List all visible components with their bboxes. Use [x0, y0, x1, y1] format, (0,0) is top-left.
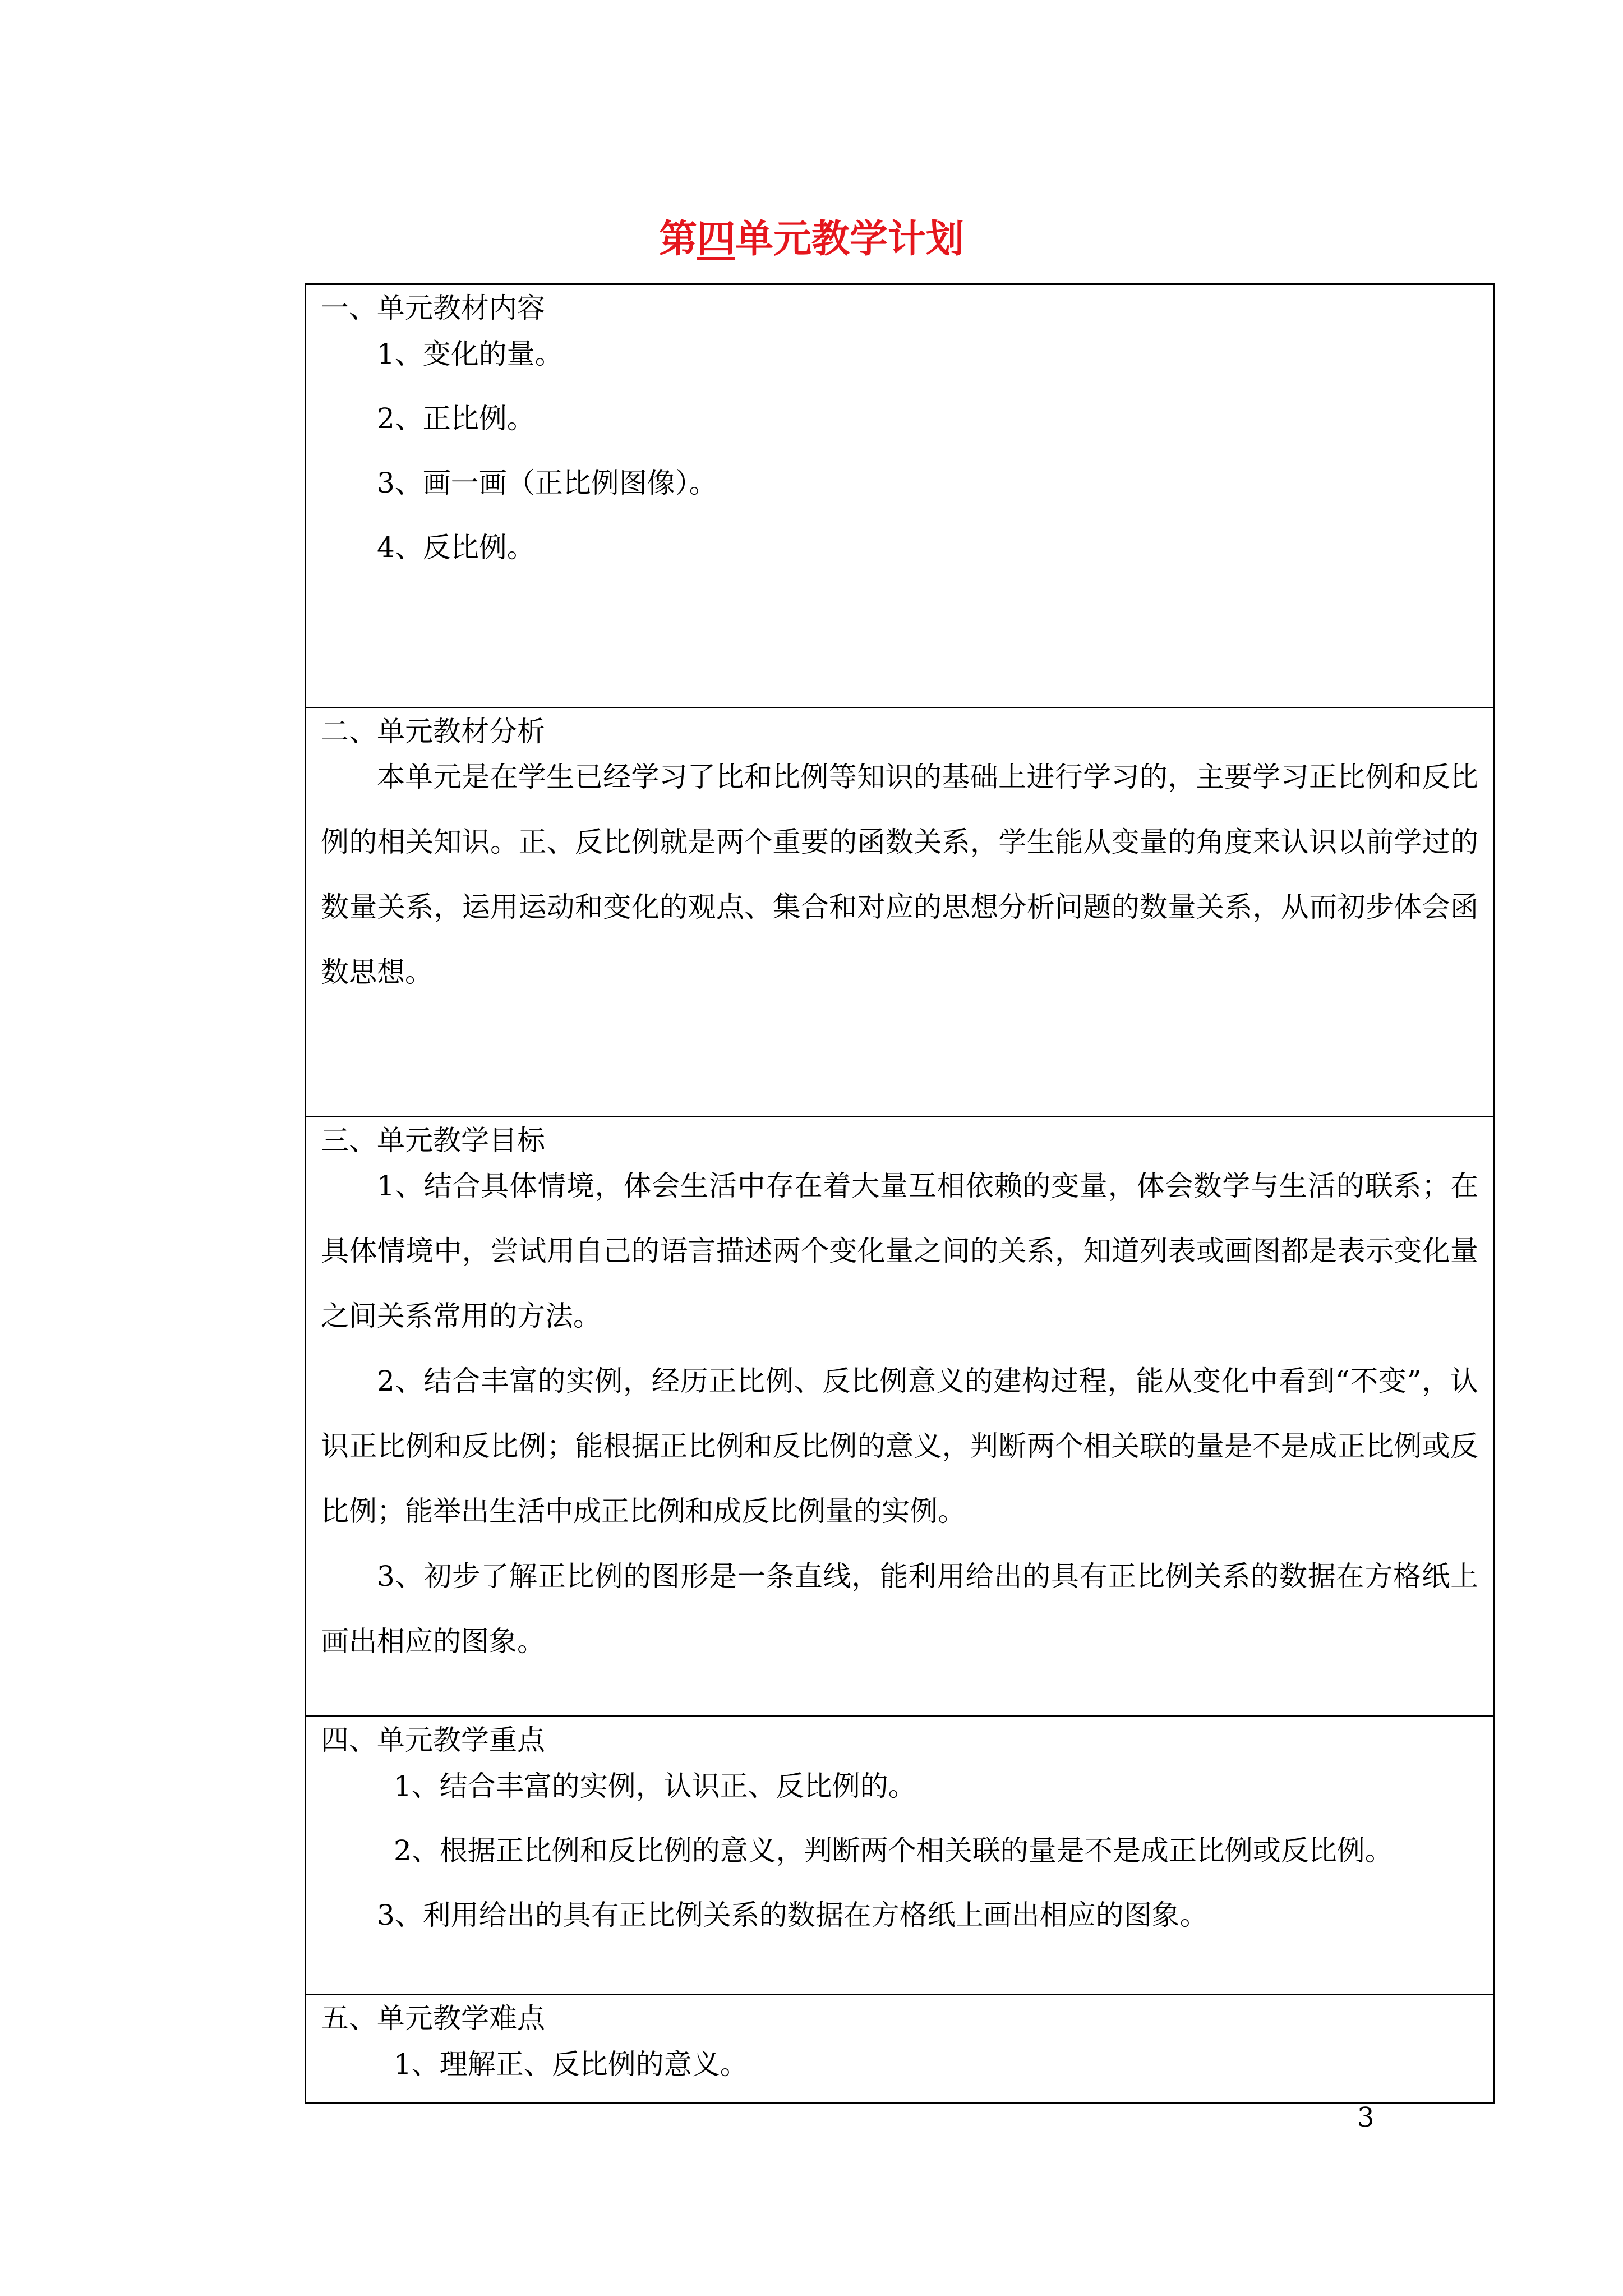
document-title: [0, 214, 1623, 265]
objective-paragraph: 1、结合具体情境，体会生活中存在着大量互相依赖的变量，体会数学与生活的联系；在具体情境中，尝试用自己的语言描述两个变化量之间的关系，知道列表或画图都是表示变化量之间关系常用的方法。: [321, 1170, 1478, 1332]
section-difficulties: [306, 1994, 1493, 2102]
objective-paragraph: 2、结合丰富的实例，经历正比例、反比例意义的建构过程，能从变化中看到“不变”，认识正比例和反比例；能根据正比例和反比例的意义，判断两个相关联的量是不是成正比例或反比例；能举出生活中成正比例和成反比例量的实例。: [321, 1365, 1478, 1527]
title-suffix: 单元教学计划: [735, 217, 965, 261]
objective-paragraph: 3、初步了解正比例的图形是一条直线，能利用给出的具有正比例关系的数据在方格纸上画出相应的图象。: [321, 1560, 1478, 1658]
key-point-item: 2、根据正比例和反比例的意义，判断两个相关联的量是不是成正比例或反比例。: [394, 1834, 1393, 1867]
section-objectives: [306, 1116, 1493, 1715]
unit-plan-table: [305, 283, 1495, 2104]
difficulty-item: 1、理解正、反比例的意义。: [394, 2048, 748, 2081]
section-content: [306, 285, 1493, 707]
content-item: 4、反比例。: [377, 531, 535, 564]
section-heading: 四、单元教学重点: [321, 1724, 545, 1756]
page-number: 3: [1357, 2102, 1375, 2133]
content-item: 2、正比例。: [377, 402, 535, 435]
section-heading: 一、单元教材内容: [321, 292, 545, 324]
section-analysis: [306, 707, 1493, 1116]
key-point-item: 3、利用给出的具有正比例关系的数据在方格纸上画出相应的图象。: [377, 1899, 1208, 1931]
title-prefix: 第: [658, 217, 697, 261]
content-item: 3、画一画（正比例图像）。: [377, 467, 717, 499]
key-point-item: 1、结合丰富的实例，认识正、反比例的。: [394, 1770, 916, 1802]
section-heading: 五、单元教学难点: [321, 2002, 545, 2035]
title-unit-number: 四: [697, 217, 735, 261]
section-heading: 三、单元教学目标: [321, 1124, 545, 1157]
section-key-points: [306, 1715, 1493, 1994]
content-item: 1、变化的量。: [377, 338, 563, 370]
analysis-paragraph: 本单元是在学生已经学习了比和比例等知识的基础上进行学习的，主要学习正比例和反比例的相关知识。正、反比例就是两个重要的函数关系，学生能从变量的角度来认识以前学过的数量关系，运用运动和变化的观点、集合和对应的思想分析问题的数量关系，从而初步体会函数思想。: [321, 761, 1478, 988]
section-heading: 二、单元教材分析: [321, 715, 545, 748]
